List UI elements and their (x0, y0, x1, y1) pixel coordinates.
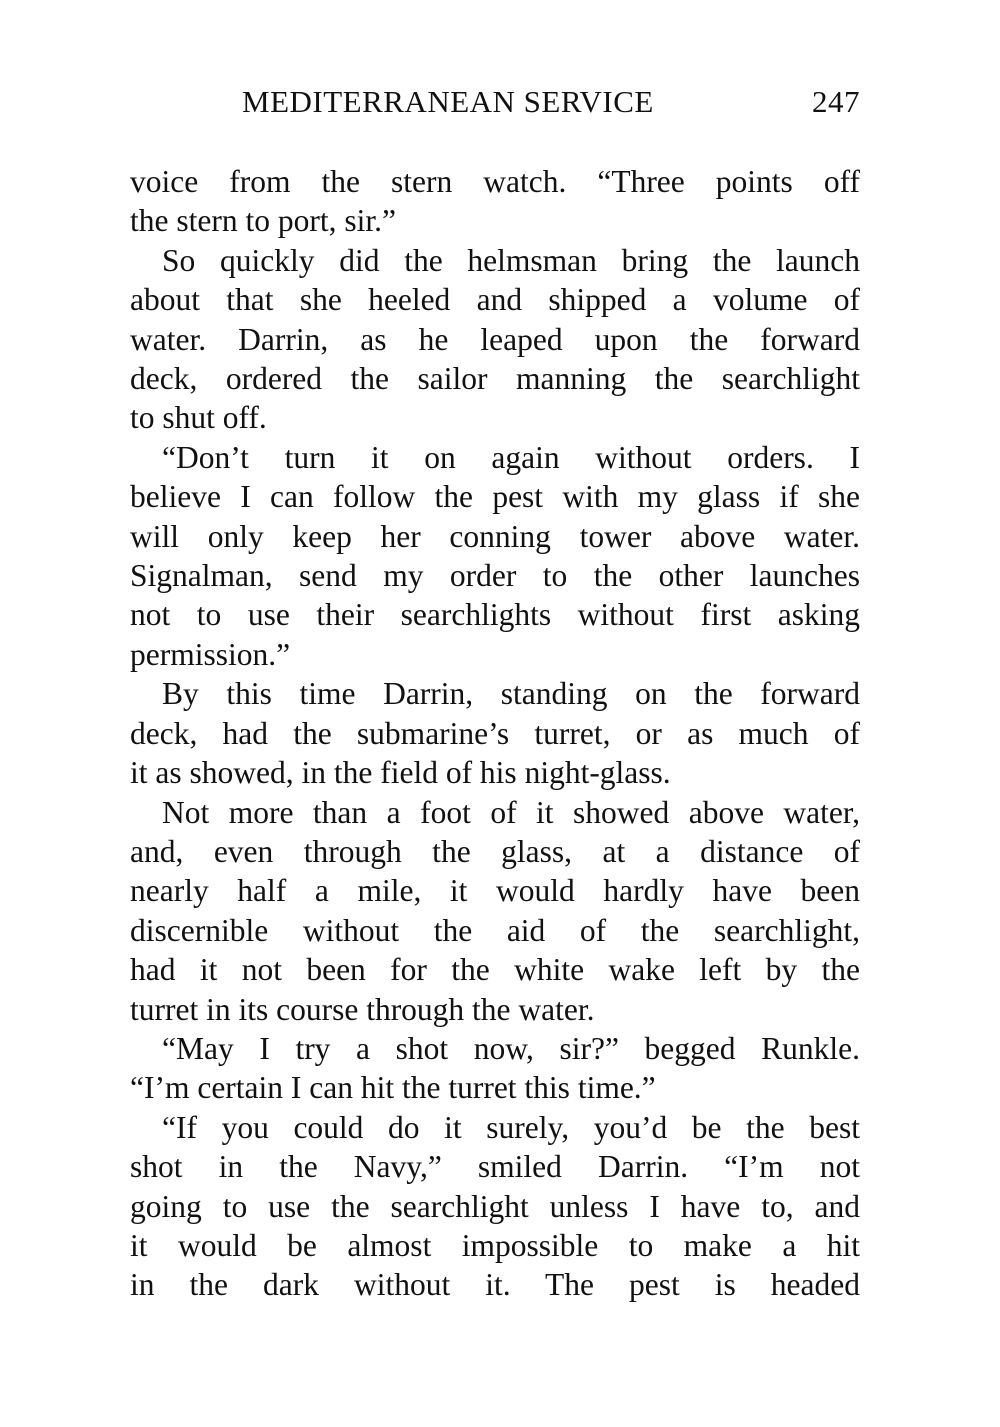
running-header (130, 80, 860, 124)
text-line: discernible without the aid of the searchlight, (130, 912, 860, 948)
text-line: permission.” (130, 636, 291, 672)
text-line: water. Darrin, as he leaped upon the forward (130, 321, 860, 357)
text-line: going to use the searchlight unless I have to, and (130, 1188, 860, 1224)
text-line: believe I can follow the pest with my glass if she (130, 479, 860, 515)
paragraph-4 (130, 674, 860, 792)
text-line: voice from the stern watch. “Three points off (130, 164, 860, 199)
paragraph-1 (130, 162, 860, 241)
text-line: it as showed, in the field of his night-glass. (130, 755, 671, 791)
paragraph-7 (130, 1108, 860, 1305)
text-line: deck, had the submarine’s turret, or as much of (130, 715, 860, 751)
text-line: nearly half a mile, it would hardly have been (130, 873, 860, 909)
text-line: deck, ordered the sailor manning the searchlight (130, 361, 860, 397)
text-line: “If you could do it surely, you’d be the best (162, 1109, 860, 1145)
paragraph-2 (130, 241, 860, 438)
text-line: “Don’t turn it on again without orders. I (162, 439, 860, 475)
text-line: turret in its course through the water. (130, 991, 595, 1027)
text-line: in the dark without it. The pest is headed (130, 1267, 860, 1303)
text-line: it would be almost impossible to make a hit (130, 1227, 860, 1263)
text-line: shot in the Navy,” smiled Darrin. “I’m not (130, 1149, 860, 1185)
text-line: not to use their searchlights without first asking (130, 597, 860, 633)
text-line: had it not been for the white wake left by the (130, 952, 860, 988)
body-text (130, 162, 860, 1305)
paragraph-6 (130, 1029, 860, 1108)
text-line: So quickly did the helmsman bring the launch (162, 242, 860, 278)
text-line: “I’m certain I can hit the turret this time.” (130, 1070, 656, 1106)
page-number: 247 (812, 84, 860, 119)
paragraph-5 (130, 793, 860, 1029)
text-line: will only keep her conning tower above water. (130, 518, 860, 554)
running-title: MEDITERRANEAN SERVICE (242, 84, 654, 119)
text-line: the stern to port, sir.” (130, 203, 396, 239)
text-line: about that she heeled and shipped a volume of (130, 282, 860, 318)
text-line: By this time Darrin, standing on the forward (162, 676, 860, 712)
text-line: Signalman, send my order to the other launches (130, 558, 860, 594)
text-line: and, even through the glass, at a distance of (130, 833, 860, 869)
text-line: Not more than a foot of it showed above water, (162, 794, 860, 830)
text-line: to shut off. (130, 400, 267, 436)
paragraph-3 (130, 438, 860, 674)
text-line: “May I try a shot now, sir?” begged Runkle. (162, 1030, 860, 1066)
